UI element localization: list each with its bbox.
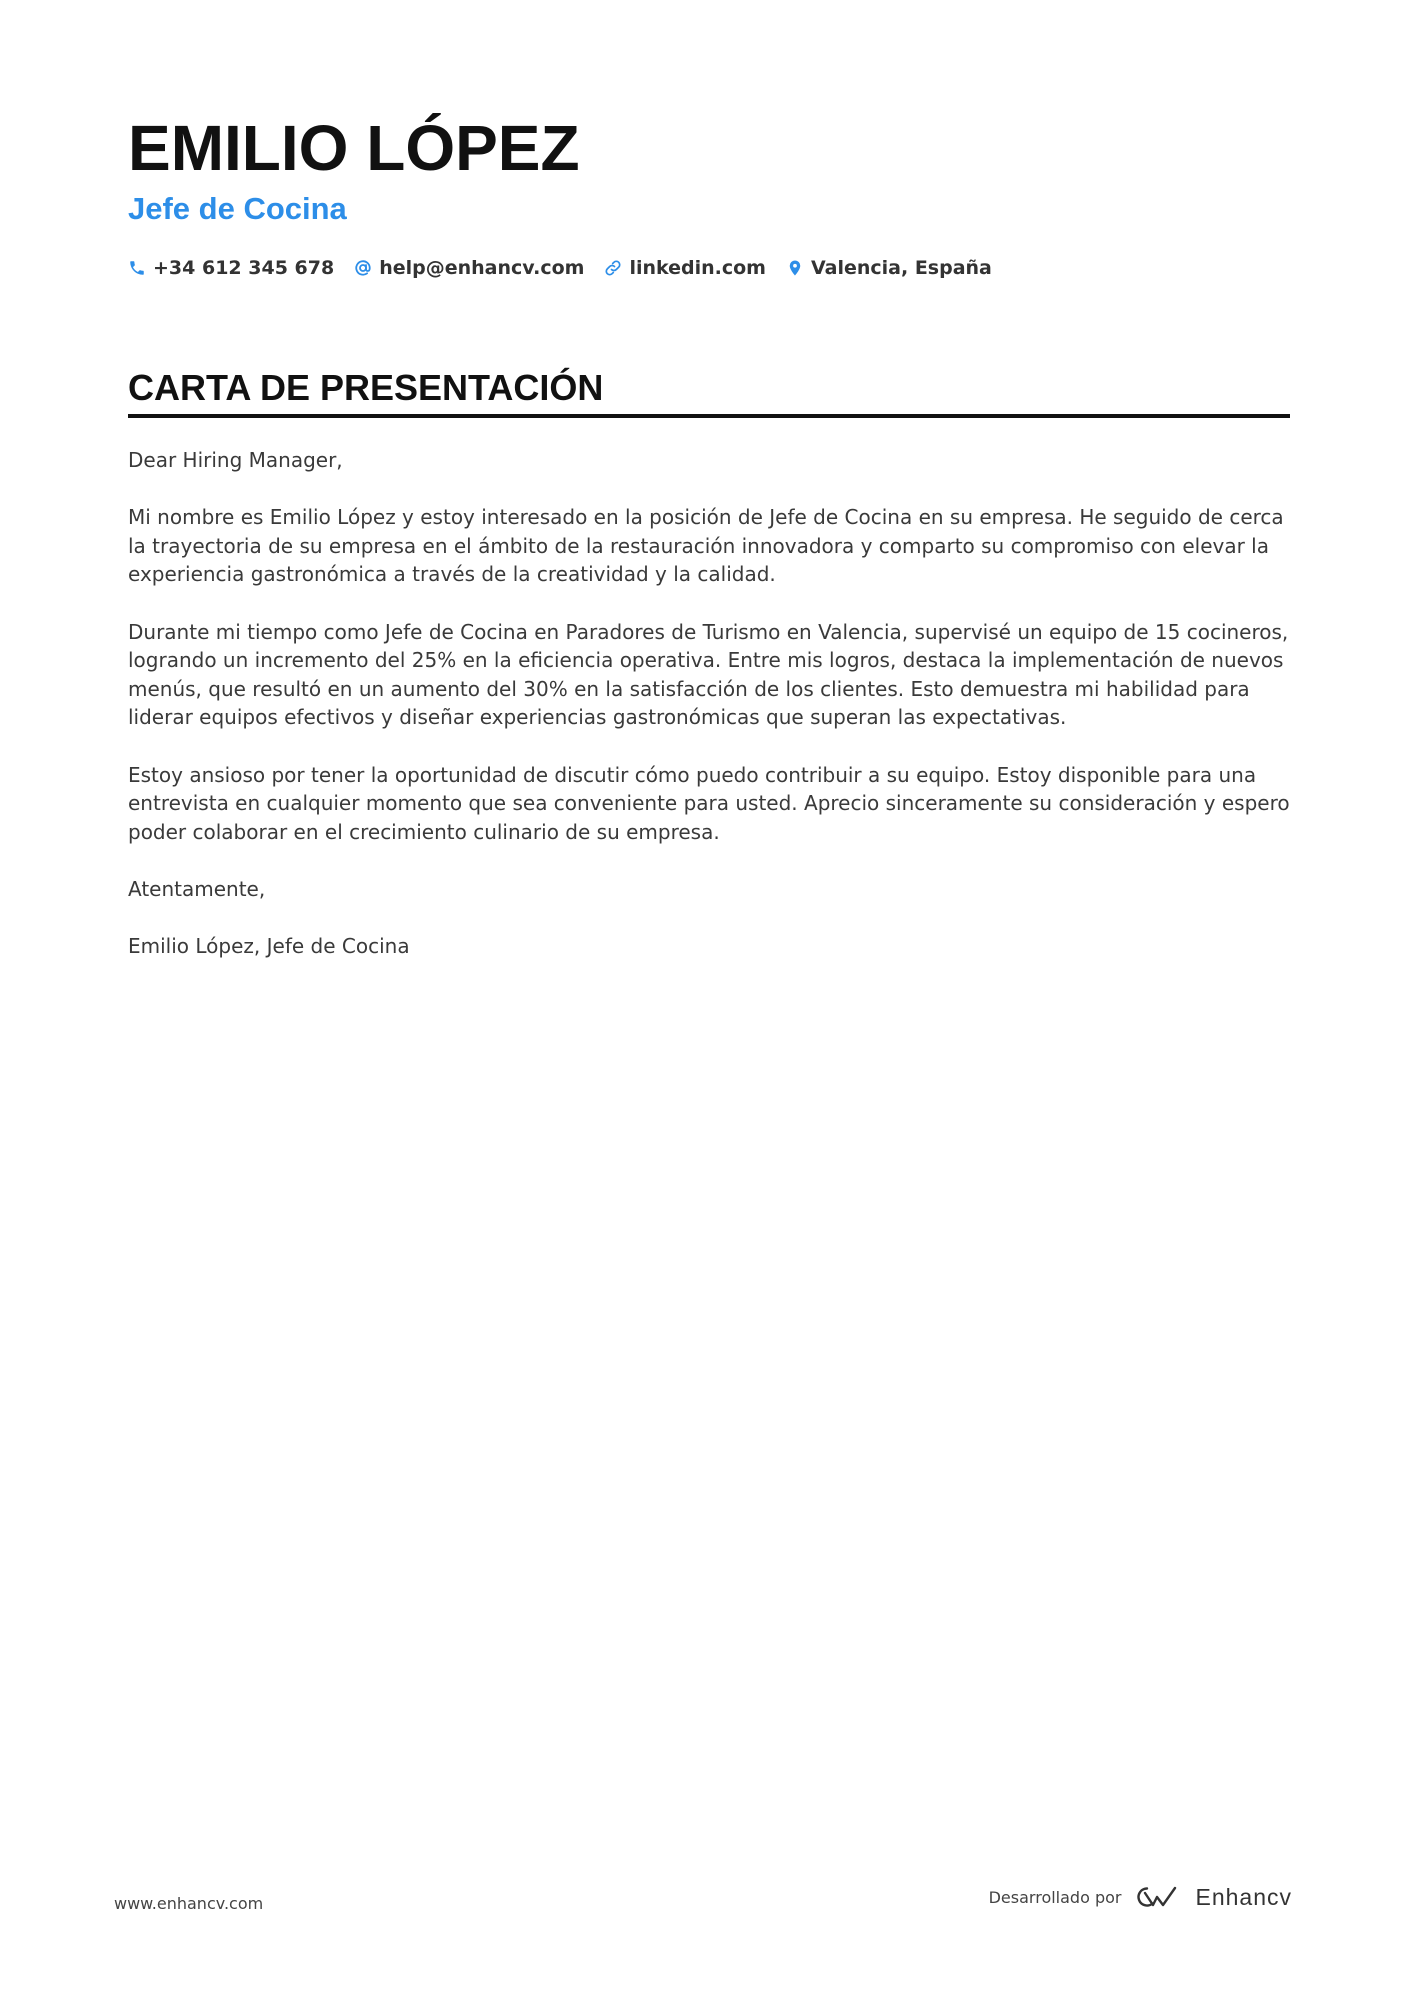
contact-email[interactable]	[354, 257, 584, 279]
section-divider	[128, 414, 1290, 418]
phone-icon	[128, 259, 146, 277]
map-pin-icon	[786, 259, 804, 277]
letter-signature: Emilio López, Jefe de Cocina	[128, 934, 410, 959]
footer-branding	[989, 1880, 1292, 1914]
linkedin-link[interactable]: linkedin.com	[629, 257, 766, 279]
header	[128, 112, 1290, 282]
letter-body	[128, 446, 1290, 961]
at-sign-icon	[354, 259, 372, 277]
contact-bar	[128, 254, 1290, 282]
letter-closing: Atentamente,	[128, 876, 266, 901]
location-text: Valencia, España	[810, 257, 992, 279]
letter-paragraph-2: Durante mi tiempo como Jefe de Cocina en Paradores de Turismo en Valencia, supervisé un equipo de 15 cocineros, logrando un incremento del 25% en la eficiencia operativa. Entre mis logros, destaca la implementación de nuevos menús, que resultó en un aumento del 30% en la satisfacción de los clientes. Esto demuestra mi habilidad para liderar equipos efectivos y diseñar experiencias gastronómicas que superan las expectativas.	[128, 619, 1289, 730]
footer-website[interactable]: www.enhancv.com	[114, 1894, 264, 1913]
candidate-name: EMILIO LÓPEZ	[128, 112, 580, 184]
phone-text: +34 612 345 678	[153, 257, 335, 279]
enhancv-logo-icon	[1133, 1884, 1179, 1910]
brand-name: Enhancv	[1195, 1883, 1292, 1910]
letter-paragraph-3: Estoy ansioso por tener la oportunidad de discutir cómo puedo contribuir a su equipo. Estoy disponible para una entrevista en cualquier momento que sea conveniente para usted. Aprecio sinceramente su consideración y espero poder colaborar en el crecimiento culinario de su empresa.	[128, 762, 1290, 844]
letter-paragraph-1: Mi nombre es Emilio López y estoy interesado en la posición de Jefe de Cocina en su empresa. He seguido de cerca la trayectoria de su empresa en el ámbito de la restauración innovadora y comparto su compromiso con elevar la experiencia gastronómica a través de la creatividad y la calidad.	[128, 505, 1284, 587]
contact-phone	[128, 257, 334, 279]
link-icon	[604, 259, 622, 277]
email-link[interactable]: help@enhancv.com	[379, 257, 585, 279]
section-title: CARTA DE PRESENTACIÓN	[128, 367, 604, 408]
job-title: Jefe de Cocina	[128, 191, 347, 226]
cover-letter-section	[128, 366, 1290, 989]
powered-by-label: Desarrollado por	[988, 1887, 1122, 1907]
contact-location	[786, 257, 992, 279]
letter-greeting: Dear Hiring Manager,	[128, 448, 343, 472]
contact-linkedin[interactable]	[604, 257, 766, 279]
